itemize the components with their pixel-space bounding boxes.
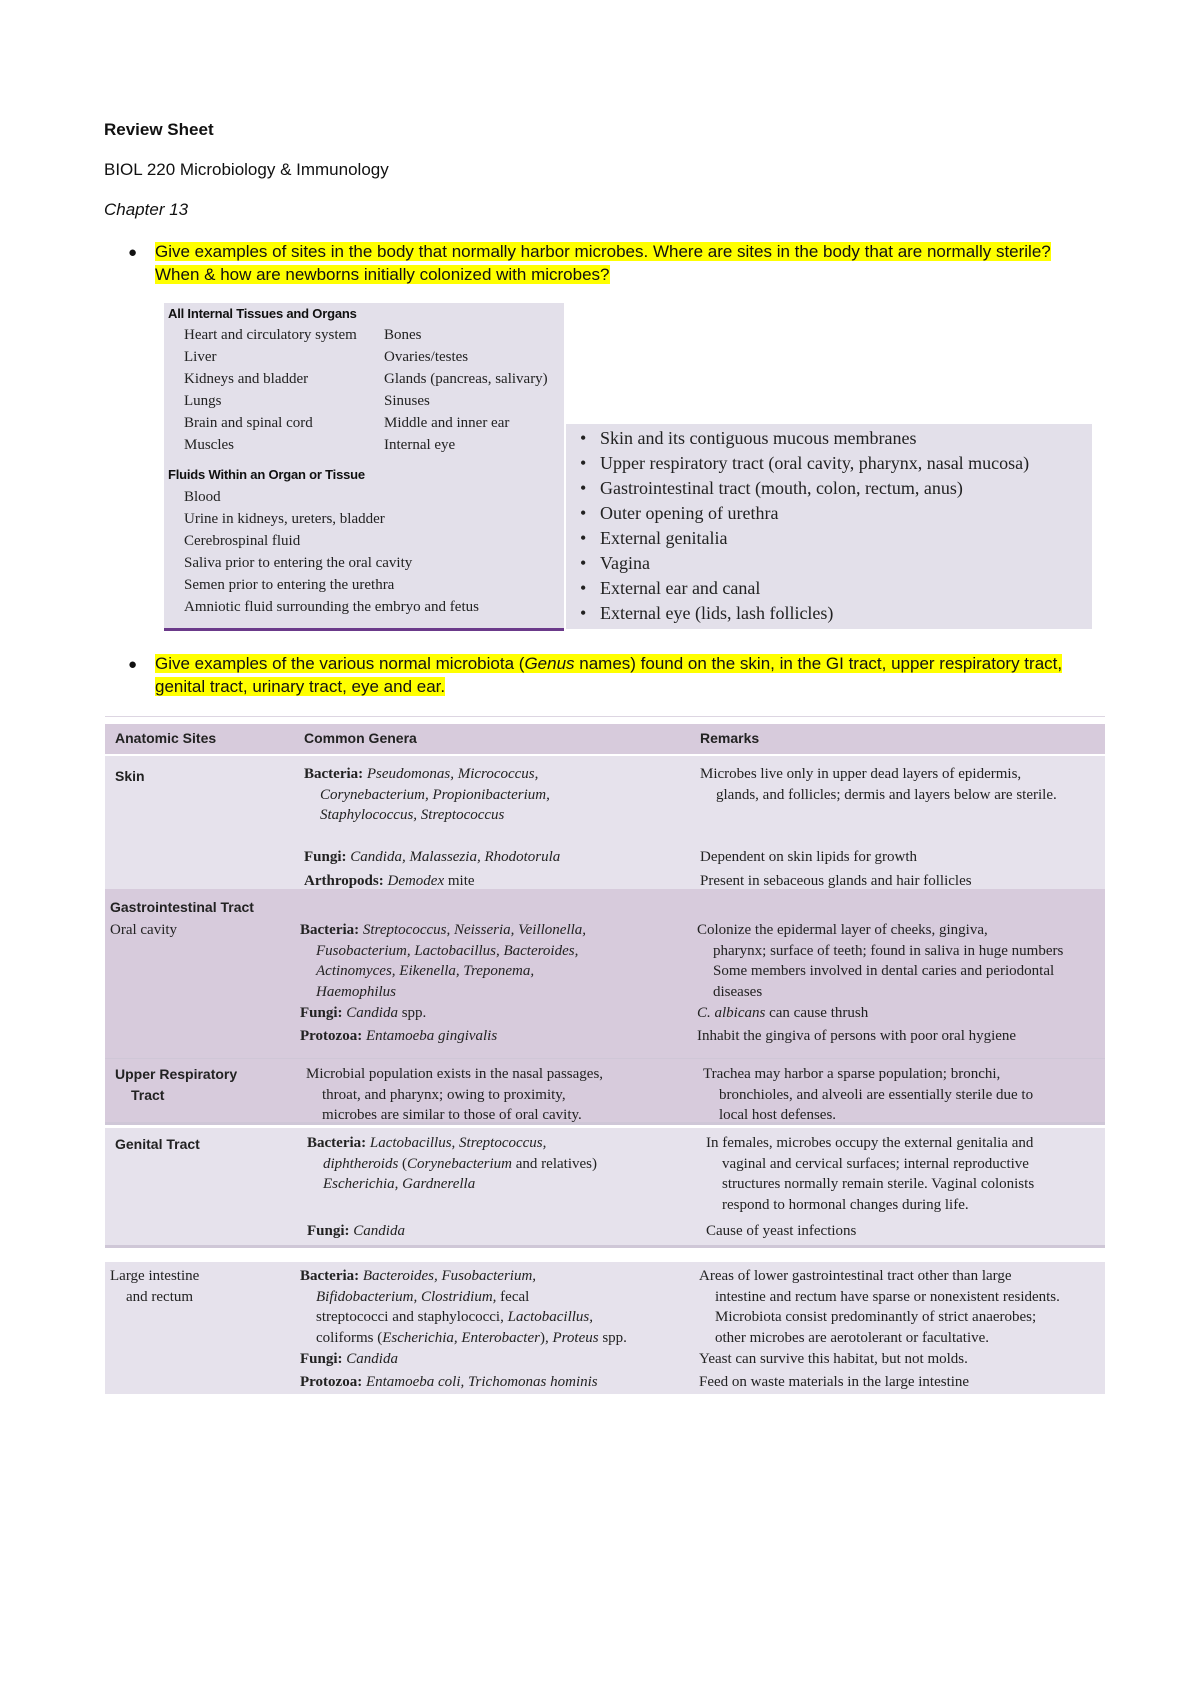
section-gi-tract: Gastrointestinal Tract [110, 899, 254, 915]
site-skin: Skin [115, 768, 145, 784]
genera-oral-fungi: Fungi: Candida spp. [300, 1005, 427, 1021]
organ-item: Internal eye [384, 437, 456, 453]
genera-large-intestine-fungi: Fungi: Candida [300, 1351, 398, 1367]
colonized-site-item: • Outer opening of urethra [580, 503, 779, 523]
colonized-site-item: • Skin and its contiguous mucous membranes [580, 428, 917, 448]
fluid-item: Saliva prior to entering the oral cavity [184, 555, 413, 571]
organ-item: Muscles [184, 437, 234, 453]
colonized-site-item: • External eye (lids, lash follicles) [580, 603, 834, 623]
site-large-intestine: Large intestine and rectum [110, 1268, 200, 1305]
genera-genital-fungi: Fungi: Candida [307, 1223, 405, 1239]
organ-item: Heart and circulatory system [184, 327, 357, 343]
organ-item: Lungs [184, 393, 222, 409]
question-1-bullet: ● [128, 244, 138, 261]
colonized-site-item: • Upper respiratory tract (oral cavity, pharynx, nasal mucosa) [580, 453, 1030, 473]
genera-skin-fungi: Fungi: Candida, Malassezia, Rhodotorula [304, 849, 561, 865]
remarks-genital-bacteria: In females, microbes occupy the external genitalia and vaginal and cervical surfaces; internal reproductive structures normally remain sterile. Vaginal colonists respond to hormonal changes during life. [706, 1135, 1035, 1213]
remarks-skin-fungi: Dependent on skin lipids for growth [700, 849, 918, 865]
remarks-genital-fungi: Cause of yeast infections [706, 1223, 857, 1239]
question-1-line-2: When & how are newborns initially colonized with microbes? [155, 265, 610, 284]
site-genital-tract: Genital Tract [115, 1136, 200, 1152]
site-oral-cavity: Oral cavity [110, 922, 178, 938]
header-common-genera: Common Genera [304, 730, 417, 746]
genera-skin-arthropods: Arthropods: Demodex mite [304, 873, 475, 889]
question-2-line-2: genital tract, urinary tract, eye and ear. [155, 677, 446, 696]
fluid-item: Amniotic fluid surrounding the embryo and fetus [184, 599, 479, 615]
remarks-large-intestine-fungi: Yeast can survive this habitat, but not molds. [699, 1351, 968, 1367]
sterile-sites-panel [164, 303, 564, 631]
page-title: Review Sheet [104, 120, 214, 139]
genera-large-intestine-bacteria: Bacteria: Bacteroides, Fusobacterium, Bifidobacterium, Clostridium, fecal streptococci and staphylococci, Lactobacillus, coliforms (Escherichia, Enterobacter), Proteus spp. [300, 1268, 627, 1346]
header-anatomic-sites: Anatomic Sites [115, 730, 217, 746]
organ-item: Bones [384, 327, 422, 343]
question-1-line-1: Give examples of sites in the body that normally harbor microbes. Where are sites in the body that are normally sterile? [155, 242, 1051, 261]
table-row-upper-respiratory [105, 1059, 1105, 1125]
genera-oral-protozoa: Protozoa: Entamoeba gingivalis [300, 1028, 498, 1044]
fluid-item: Blood [184, 489, 221, 505]
remarks-large-intestine-protozoa: Feed on waste materials in the large intestine [699, 1374, 970, 1390]
question-2 [155, 652, 1062, 698]
colonized-site-item: • Vagina [580, 553, 650, 573]
genera-upper-respiratory: Microbial population exists in the nasal passages, throat, and pharynx; owing to proximity, microbes are similar to those of oral cavity. [306, 1066, 604, 1123]
genera-oral-bacteria: Bacteria: Streptococcus, Neisseria, Veillonella, Fusobacterium, Lactobacillus, Bacteroides, Actinomyces, Eikenella, Treponema, Haemophilus [300, 922, 587, 1000]
colonized-site-item: • External genitalia [580, 528, 728, 548]
organ-item: Brain and spinal cord [184, 415, 313, 431]
question-2-bullet: ● [128, 656, 138, 673]
site-upper-respiratory: Upper Respiratory Tract [115, 1066, 238, 1103]
organ-item: Sinuses [384, 393, 430, 409]
organ-item: Kidneys and bladder [184, 371, 309, 387]
organ-item: Glands (pancreas, salivary) [384, 371, 548, 387]
remarks-skin-arthropods: Present in sebaceous glands and hair follicles [700, 873, 972, 889]
remarks-large-intestine-bacteria: Areas of lower gastrointestinal tract other than large intestine and rectum have sparse or nonexistent residents. Microbiota consist predominantly of strict anaerobes; other microbes are aerotolerant or facultative. [699, 1268, 1060, 1346]
header-remarks: Remarks [700, 730, 760, 746]
fluid-item: Cerebrospinal fluid [184, 533, 301, 549]
table-header [105, 724, 1105, 754]
table-row-large-intestine [105, 1262, 1105, 1394]
colonized-site-item: • Gastrointestinal tract (mouth, colon, rectum, anus) [580, 478, 963, 498]
remarks-skin-bacteria: Microbes live only in upper dead layers of epidermis, glands, and follicles; dermis and layers below are sterile. [700, 766, 1057, 803]
organ-item: Ovaries/testes [384, 349, 469, 365]
genera-skin-bacteria: Bacteria: Pseudomonas, Micrococcus, Corynebacterium, Propionibacterium, Staphylococcus, Streptococcus [304, 766, 550, 823]
colonized-site-item: • External ear and canal [580, 578, 761, 598]
organ-item: Liver [184, 349, 217, 365]
fluid-item: Semen prior to entering the urethra [184, 577, 395, 593]
remarks-oral-fungi: C. albicans can cause thrush [697, 1005, 869, 1021]
remarks-oral-protozoa: Inhabit the gingiva of persons with poor oral hygiene [697, 1028, 1017, 1044]
fluid-item: Urine in kidneys, ureters, bladder [184, 511, 385, 527]
chapter-label: Chapter 13 [104, 200, 189, 219]
microbiota-table [105, 716, 1105, 1396]
colonized-sites-panel [566, 424, 1092, 629]
organ-item: Middle and inner ear [384, 415, 510, 431]
remarks-upper-respiratory: Trachea may harbor a sparse population; bronchi, bronchioles, and alveoli are essentially sterile due to local host defenses. [703, 1066, 1034, 1123]
genera-large-intestine-protozoa: Protozoa: Entamoeba coli, Trichomonas hominis [300, 1374, 598, 1390]
table-row-genital [105, 1128, 1105, 1248]
question-2-line-1: Give examples of the various normal microbiota (Genus names) found on the skin, in the GI tract, upper respiratory tract, [155, 654, 1063, 673]
course-name: BIOL 220 Microbiology & Immunology [104, 160, 389, 179]
organs-heading: All Internal Tissues and Organs [168, 306, 357, 321]
table-row-gi [105, 889, 1105, 1061]
genera-genital-bacteria: Bacteria: Lactobacillus, Streptococcus, diphtheroids (Corynebacterium and relatives) Escherichia, Gardnerella [307, 1135, 597, 1192]
remarks-oral-bacteria: Colonize the epidermal layer of cheeks, gingiva, pharynx; surface of teeth; found in saliva in huge numbers Some members involved in dental caries and periodontal diseases [697, 922, 1064, 1000]
fluids-heading: Fluids Within an Organ or Tissue [168, 467, 365, 482]
question-1 [155, 240, 1051, 286]
